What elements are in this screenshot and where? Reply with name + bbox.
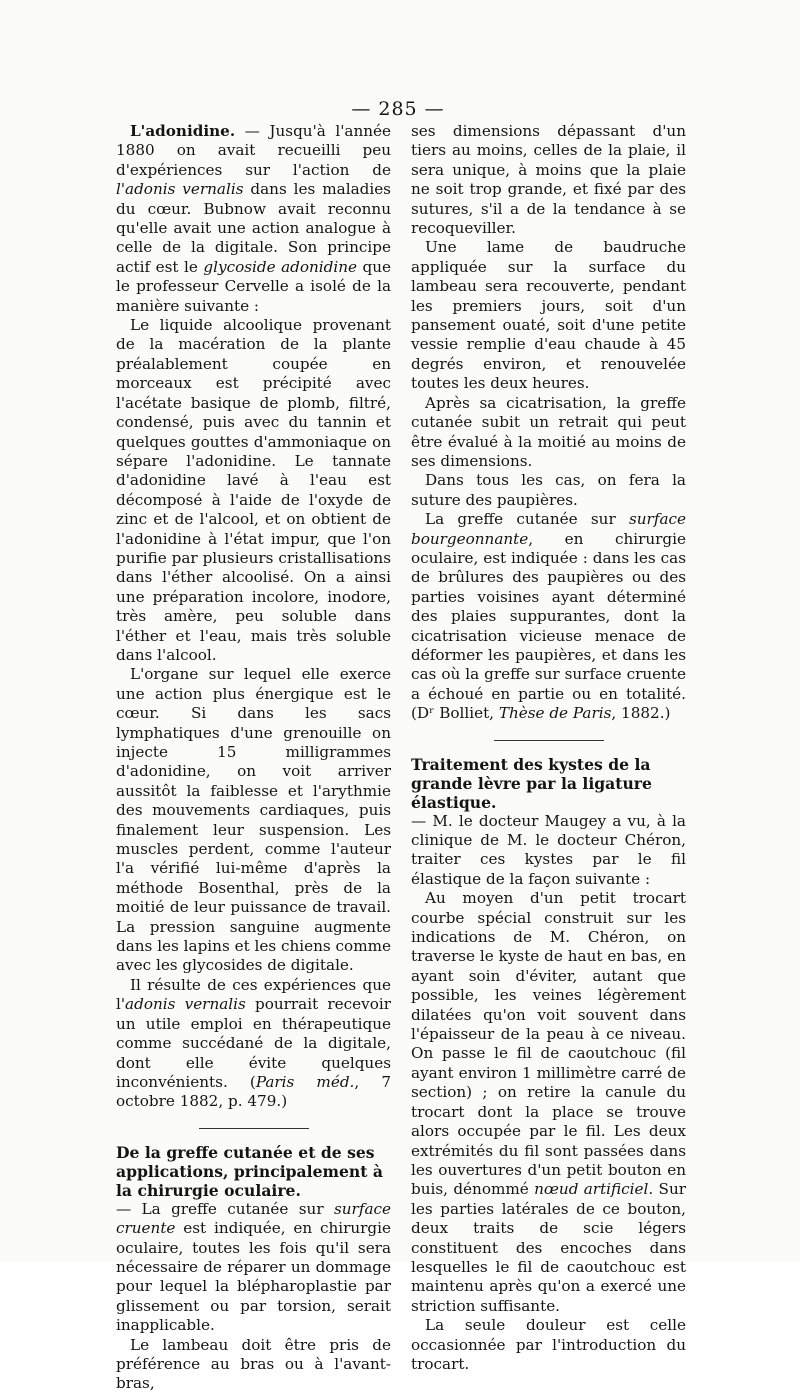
adonidine-text: dans les maladies du cœur. Bubnow avait reconnu qu'elle avait une action analogue à celle de la digitale. Son principe actif est le [116,180,391,276]
greffe-text: La greffe cutanée sur [425,510,629,529]
page-number: — 285 — [351,98,445,120]
surface-cruente-italic: surface cruente [116,1199,391,1238]
greffe-continued-paragraph-3: Après sa cicatrisation, la greffe cutanée subit un retrait qui peut être évalué à la moitié au moins de ses dimensions. [411,393,686,470]
adonidine-paragraph-2: Le liquide alcoolique provenant de la macération de la plante préalablement coupée en morceaux est précipité avec l'acétate basique de plomb, filtré, condensé, puis avec du tannin et quelques gouttes d'ammoniaque on sépare l'adonidine. Le tannate d'adonidine lavé à l'eau est décomposé à l'aide de l'oxyde de zinc et de l'alcool, et on obtient de l'adonidine à l'état impur, que l'on purifie par plusieurs cristallisations dans l'éther alcoolisé. On a ainsi une préparation incolore, inodore, très amère, peu soluble dans l'éther et l'eau, mais très soluble dans l'alcool. [116,316,391,664]
adonidine-text: pourrait recevoir un utile emploi en thérapeutique comme succédané de la digitale, dont elle évite quelques inconvénients. ( [116,995,391,1091]
adonidine-text: , 7 octobre 1882, p. 479.) [116,1072,391,1111]
kystes-paragraph-3: La seule douleur est celle occasionnée par l'introduction du trocart. [411,1316,686,1373]
kystes-text: Au moyen d'un petit trocart courbe spécial construit sur les indications de M. Chéron, on traverse le kyste de haut en bas, en ayant soin d'éviter, autant que possible, les veines légèrement dilatées qu'on voit souvent dans l'épaisseur de la peau à ce niveau. On passe le fil de caoutchouc (fil ayant environ 1 millimètre carré de section) ; on retire la canule du trocart dont la place se trouve alors occupée par le fil. Les deux extrémités du fil sont passées dans les ouvertures d'un petit bouton en buis, dénommé [411,889,686,1199]
adonidine-paragraph-1 [116,122,391,316]
greffe-text: , 1882.) [611,704,671,723]
greffe-continued-paragraph-4: Dans tous les cas, on fera la suture des paupières. [411,471,686,509]
greffe-continued-paragraph-5 [411,510,686,723]
greffe-text: — La greffe cutanée sur [116,1199,334,1218]
right-column [411,122,686,1374]
adonidine-paragraph-3: L'organe sur lequel elle exerce une action plus énergique est le cœur. Si dans les sacs lymphatiques d'une grenouille on injecte 15 milligrammes d'adonidine, on voit arriver aussitôt la faiblesse et l'arythmie des mouvements cardiaques, puis finalement leur suspension. Les muscles perdent, comme l'auteur l'a vérifié lui-même d'après la méthode Bosenthal, près de la moitié de leur puissance de travail. La pression sanguine augmente dans les lapins et les chiens comme avec les glycosides de digitale. [116,665,391,975]
section-divider [199,1128,309,1129]
left-column [116,122,391,1394]
surface-bourgeonnante-italic: surface bourgeonnante [411,510,686,548]
adonidine-text: — Jusqu'à l'année 1880 on avait recueilli peu d'expériences sur l'action de [116,122,391,179]
adonis-vernalis-italic: l'adonis vernalis [116,180,244,199]
glycoside-italic: glycoside adonidine [203,257,357,276]
greffe-paragraph-1 [116,1200,391,1336]
greffe-heading: De la greffe cutanée et de ses applications, principalement à la chirurgie oculaire. [116,1142,384,1200]
greffe-text: est indiquée, en chirurgie oculaire, toutes les fois qu'il sera nécessaire de réparer un dommage pour lequel la blépharoplastie par glissement ou par torsion, serait inapplicable. [116,1219,391,1335]
kystes-heading: Traitement des kystes de la grande lèvre par la ligature élastique. [411,754,652,812]
adonidine-paragraph-4 [116,976,391,1112]
greffe-continued-paragraph-2: Une lame de baudruche appliquée sur la surface du lambeau sera recouverte, pendant les premiers jours, soit d'un pansement ouaté, soit d'une petite vessie remplie d'eau chaude à 45 degrés environ, et renouvelée toutes les deux heures. [411,238,686,393]
adonidine-title: L'adonidine. [130,122,236,140]
source-italic: Paris méd. [255,1072,355,1091]
adonidine-text: que le professeur Cervelle a isolé de la manière suivante : [116,257,392,315]
adonidine-text: Il résulte de ces expériences que l' [116,975,391,1014]
kystes-paragraph-2 [411,889,686,1316]
kystes-paragraph-1: — M. le docteur Maugey a vu, à la clinique de M. le docteur Chéron, traiter ces kystes par le fil élastique de la façon suivante : [411,811,686,888]
greffe-continued-paragraph-1: ses dimensions dépassant d'un tiers au moins, celles de la plaie, il sera unique, à moins que la plaie ne soit trop grande, et fixé par des sutures, s'il a de la tendance à se recoqueviller. [411,122,686,238]
noeud-artificiel-italic: nœud artificiel [534,1180,649,1199]
greffe-text: , en chirurgie oculaire, est indiquée : dans les cas de brûlures des paupières ou des parties voisines ayant déterminé des plaies suppurantes, dont la cicatrisation vicieuse menace de déformer les paupières, et dans les cas où la greffe sur surface cruente a échoué en partie ou en totalité. (Dʳ Bolliet, [411,529,686,723]
greffe-paragraph-2: Le lambeau doit être pris de préférence au bras ou à l'avant-bras, [116,1335,391,1393]
adonis-vernalis-italic: adonis vernalis [125,995,246,1014]
section-divider [494,740,604,741]
kystes-text: . Sur les parties latérales de ce bouton, deux traits de scie légers constituent des encoches dans lesquelles le fil de caoutchouc est maintenu après qu'on a exercé une striction suffisante. [411,1180,686,1315]
these-italic: Thèse de Paris [498,704,612,723]
